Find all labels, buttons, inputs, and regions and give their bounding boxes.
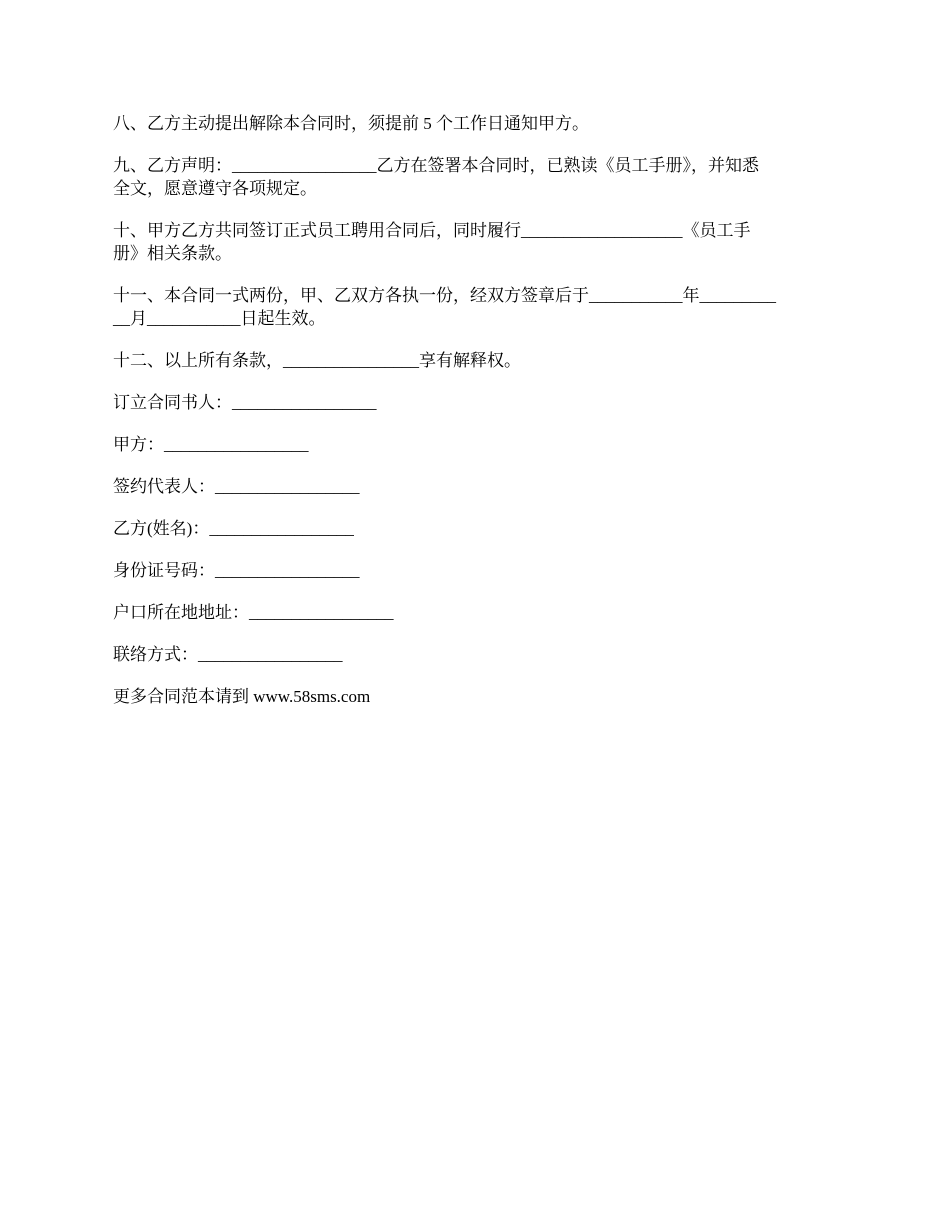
signature-field-text: 乙方(姓名)：_________________: [113, 519, 354, 538]
clause-10: [113, 219, 838, 265]
clause-11-line-2: __月___________日起生效。: [113, 309, 326, 328]
signature-field-id-number: [113, 559, 838, 582]
signature-field-party-b-name: [113, 517, 838, 540]
signature-field-text: 签约代表人：_________________: [113, 477, 360, 496]
clause-9: [113, 154, 838, 200]
clause-9-line-2: 全文，愿意遵守各项规定。: [113, 179, 317, 198]
signature-field-party-a: [113, 433, 838, 456]
signature-field-representative: [113, 475, 838, 498]
clause-10-line-2: 册》相关条款。: [113, 244, 232, 263]
signature-field-contract-party: [113, 391, 838, 414]
clause-9-line-1: 九、乙方声明：_________________乙方在签署本合同时，已熟读《员工手册》，并知悉: [113, 156, 759, 175]
clause-11-line-1: 十一、本合同一式两份，甲、乙双方各执一份，经双方签章后于___________年_________: [113, 286, 776, 305]
signature-field-text: 身份证号码：_________________: [113, 561, 360, 580]
signature-field-text: 甲方：_________________: [113, 435, 309, 454]
footer-text: 更多合同范本请到 www.58sms.com: [113, 687, 371, 706]
footer-note: [113, 685, 838, 708]
signature-field-text: 户口所在地地址：_________________: [113, 603, 394, 622]
clause-10-line-1: 十、甲方乙方共同签订正式员工聘用合同后，同时履行___________________《员工手: [113, 221, 751, 240]
signature-field-contact: [113, 643, 838, 666]
clause-8: [113, 112, 838, 135]
clause-8-line-1: 八、乙方主动提出解除本合同时，须提前 5 个工作日通知甲方。: [113, 114, 589, 133]
clause-12-line-1: 十二、以上所有条款，________________享有解释权。: [113, 351, 521, 370]
contract-page: [113, 112, 838, 727]
signature-field-text: 订立合同书人：_________________: [113, 393, 377, 412]
clause-12: [113, 349, 838, 372]
signature-field-household-address: [113, 601, 838, 624]
signature-field-text: 联络方式：_________________: [113, 645, 343, 664]
clause-11: [113, 284, 838, 330]
